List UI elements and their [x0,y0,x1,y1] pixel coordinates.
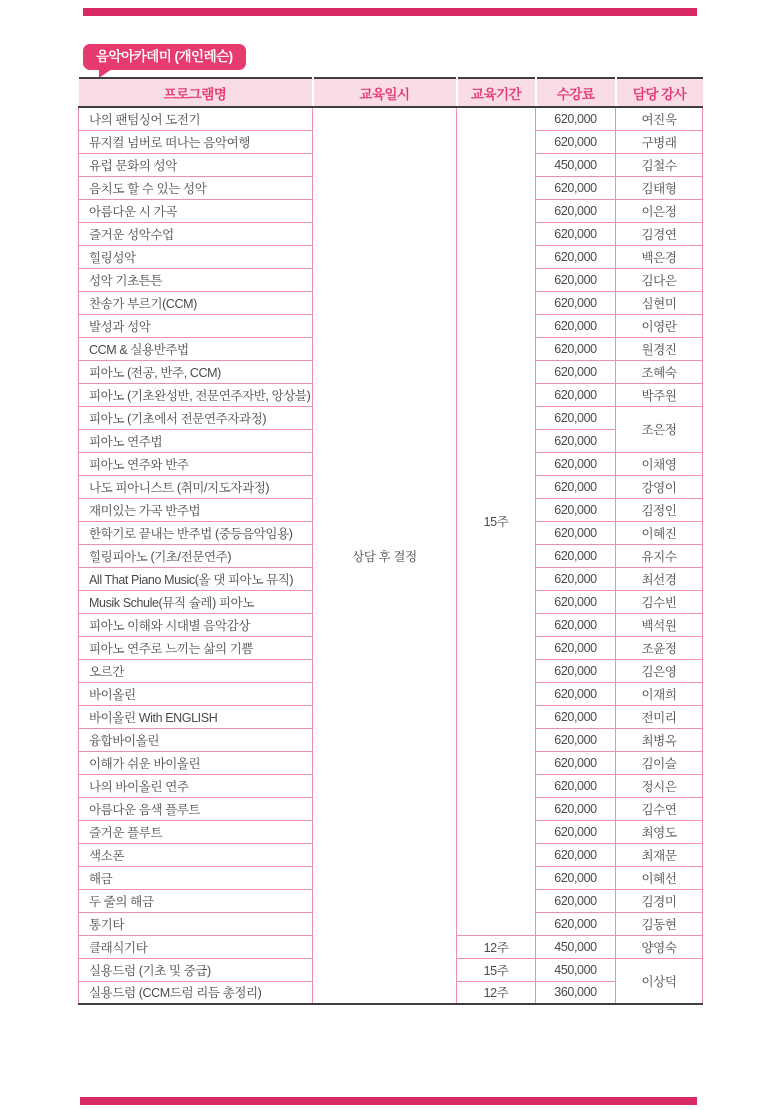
header-cell-schedule: 교육일시 [313,78,457,107]
price-cell: 620,000 [536,774,616,797]
instructor-cell: 심현미 [616,291,703,314]
price-cell: 620,000 [536,866,616,889]
period-cell: 12주 [457,981,536,1004]
instructor-cell: 김경미 [616,889,703,912]
price-cell: 620,000 [536,751,616,774]
instructor-cell: 김태형 [616,176,703,199]
program-cell: 힐링피아노 (기초/전문연주) [79,544,313,567]
program-cell: 나의 팬텀싱어 도전기 [79,107,313,130]
program-cell: 통기타 [79,912,313,935]
price-cell: 620,000 [536,199,616,222]
price-cell: 620,000 [536,590,616,613]
section-badge-label: 음악아카데미 (개인레슨) [96,49,233,64]
price-cell: 620,000 [536,682,616,705]
top-accent-bar [83,8,697,16]
program-cell: 실용드럼 (기초 및 중급) [79,958,313,981]
instructor-cell: 양영숙 [616,935,703,958]
instructor-cell: 여진욱 [616,107,703,130]
period-cell: 12주 [457,935,536,958]
program-cell: 클래식기타 [79,935,313,958]
schedule-cell: 상담 후 결정 [313,107,457,1004]
program-cell: Musik Schule(뮤직 슐레) 피아노 [79,590,313,613]
price-cell: 620,000 [536,521,616,544]
price-cell: 620,000 [536,130,616,153]
program-cell: 피아노 (기초완성반, 전문연주자반, 앙상블) [79,383,313,406]
header-cell-fee: 수강료 [536,78,616,107]
instructor-cell: 최병옥 [616,728,703,751]
instructor-cell: 조혜숙 [616,360,703,383]
program-cell: 피아노 연주법 [79,429,313,452]
price-cell: 620,000 [536,383,616,406]
program-cell: 피아노 연주로 느끼는 삶의 기쁨 [79,636,313,659]
instructor-cell: 김수빈 [616,590,703,613]
price-cell: 620,000 [536,820,616,843]
price-cell: 620,000 [536,636,616,659]
price-cell: 620,000 [536,797,616,820]
program-cell: 한학기로 끝내는 반주법 (중등음악임용) [79,521,313,544]
instructor-cell: 유지수 [616,544,703,567]
instructor-cell: 김수연 [616,797,703,820]
bottom-accent-bar [80,1097,697,1105]
price-cell: 620,000 [536,337,616,360]
program-cell: 이해가 쉬운 바이올린 [79,751,313,774]
instructor-cell: 최선경 [616,567,703,590]
instructor-cell: 김이슬 [616,751,703,774]
program-cell: 나의 바이올린 연주 [79,774,313,797]
program-cell: 찬송가 부르기(CCM) [79,291,313,314]
instructor-cell: 김다은 [616,268,703,291]
program-cell: 성악 기초튼튼 [79,268,313,291]
program-cell: 실용드럼 (CCM드럼 리듬 총정리) [79,981,313,1004]
instructor-cell: 이은정 [616,199,703,222]
header-cell-period: 교육기간 [457,78,536,107]
instructor-cell: 김은영 [616,659,703,682]
instructor-cell: 최재문 [616,843,703,866]
program-cell: 두 줄의 해금 [79,889,313,912]
program-cell: 피아노 이해와 시대별 음악감상 [79,613,313,636]
instructor-cell: 이채영 [616,452,703,475]
price-cell: 620,000 [536,360,616,383]
instructor-cell: 이혜선 [616,866,703,889]
instructor-cell: 조은정 [616,406,703,452]
price-cell: 620,000 [536,705,616,728]
header-cell-instructor: 담당 강사 [616,78,703,107]
program-cell: 바이올린 With ENGLISH [79,705,313,728]
program-cell: 즐거운 플루트 [79,820,313,843]
program-table-wrap [78,77,702,1005]
price-cell: 620,000 [536,268,616,291]
instructor-cell: 김경연 [616,222,703,245]
price-cell: 620,000 [536,613,616,636]
program-table-body [79,107,703,1004]
instructor-cell: 조윤정 [616,636,703,659]
program-cell: 색소폰 [79,843,313,866]
price-cell: 620,000 [536,245,616,268]
program-cell: 바이올린 [79,682,313,705]
program-cell: 해금 [79,866,313,889]
price-cell: 620,000 [536,406,616,429]
price-cell: 620,000 [536,544,616,567]
price-cell: 620,000 [536,475,616,498]
program-cell: 피아노 연주와 반주 [79,452,313,475]
price-cell: 620,000 [536,659,616,682]
program-cell: CCM & 실용반주법 [79,337,313,360]
program-cell: 즐거운 성악수업 [79,222,313,245]
program-cell: 아름다운 시 가곡 [79,199,313,222]
section-badge [83,44,246,70]
instructor-cell: 정시은 [616,774,703,797]
program-cell: 오르간 [79,659,313,682]
table-header-row [79,78,703,107]
price-cell: 620,000 [536,498,616,521]
instructor-cell: 구병래 [616,130,703,153]
program-cell: 나도 피아니스트 (취미/지도자과정) [79,475,313,498]
price-cell: 450,000 [536,935,616,958]
program-cell: 피아노 (기초에서 전문연주자과정) [79,406,313,429]
table-row [79,107,703,130]
table-header [79,78,703,107]
instructor-cell: 강영이 [616,475,703,498]
program-cell: 아름다운 음색 플루트 [79,797,313,820]
price-cell: 620,000 [536,567,616,590]
program-cell: 발성과 성악 [79,314,313,337]
program-cell: 뮤지컬 넘버로 떠나는 음악여행 [79,130,313,153]
instructor-cell: 전미리 [616,705,703,728]
price-cell: 450,000 [536,958,616,981]
instructor-cell: 이상덕 [616,958,703,1004]
instructor-cell: 김철수 [616,153,703,176]
instructor-cell: 박주원 [616,383,703,406]
price-cell: 620,000 [536,107,616,130]
header-cell-program: 프로그램명 [79,78,313,107]
program-cell: 힐링성악 [79,245,313,268]
price-cell: 620,000 [536,291,616,314]
instructor-cell: 백은경 [616,245,703,268]
price-cell: 620,000 [536,843,616,866]
instructor-cell: 이영란 [616,314,703,337]
program-cell: 융합바이올린 [79,728,313,751]
instructor-cell: 백석원 [616,613,703,636]
instructor-cell: 이재희 [616,682,703,705]
program-cell: 재미있는 가곡 반주법 [79,498,313,521]
price-cell: 620,000 [536,314,616,337]
program-table [78,77,703,1005]
program-cell: 유럽 문화의 성악 [79,153,313,176]
period-cell: 15주 [457,107,536,935]
period-cell: 15주 [457,958,536,981]
instructor-cell: 최영도 [616,820,703,843]
instructor-cell: 김정인 [616,498,703,521]
instructor-cell: 이혜진 [616,521,703,544]
price-cell: 620,000 [536,912,616,935]
price-cell: 620,000 [536,452,616,475]
price-cell: 620,000 [536,889,616,912]
program-cell: 피아노 (전공, 반주, CCM) [79,360,313,383]
price-cell: 620,000 [536,222,616,245]
price-cell: 450,000 [536,153,616,176]
price-cell: 360,000 [536,981,616,1004]
price-cell: 620,000 [536,176,616,199]
instructor-cell: 원경진 [616,337,703,360]
price-cell: 620,000 [536,728,616,751]
program-cell: All That Piano Music(올 댓 피아노 뮤직) [79,567,313,590]
program-cell: 음치도 할 수 있는 성악 [79,176,313,199]
price-cell: 620,000 [536,429,616,452]
instructor-cell: 김동현 [616,912,703,935]
